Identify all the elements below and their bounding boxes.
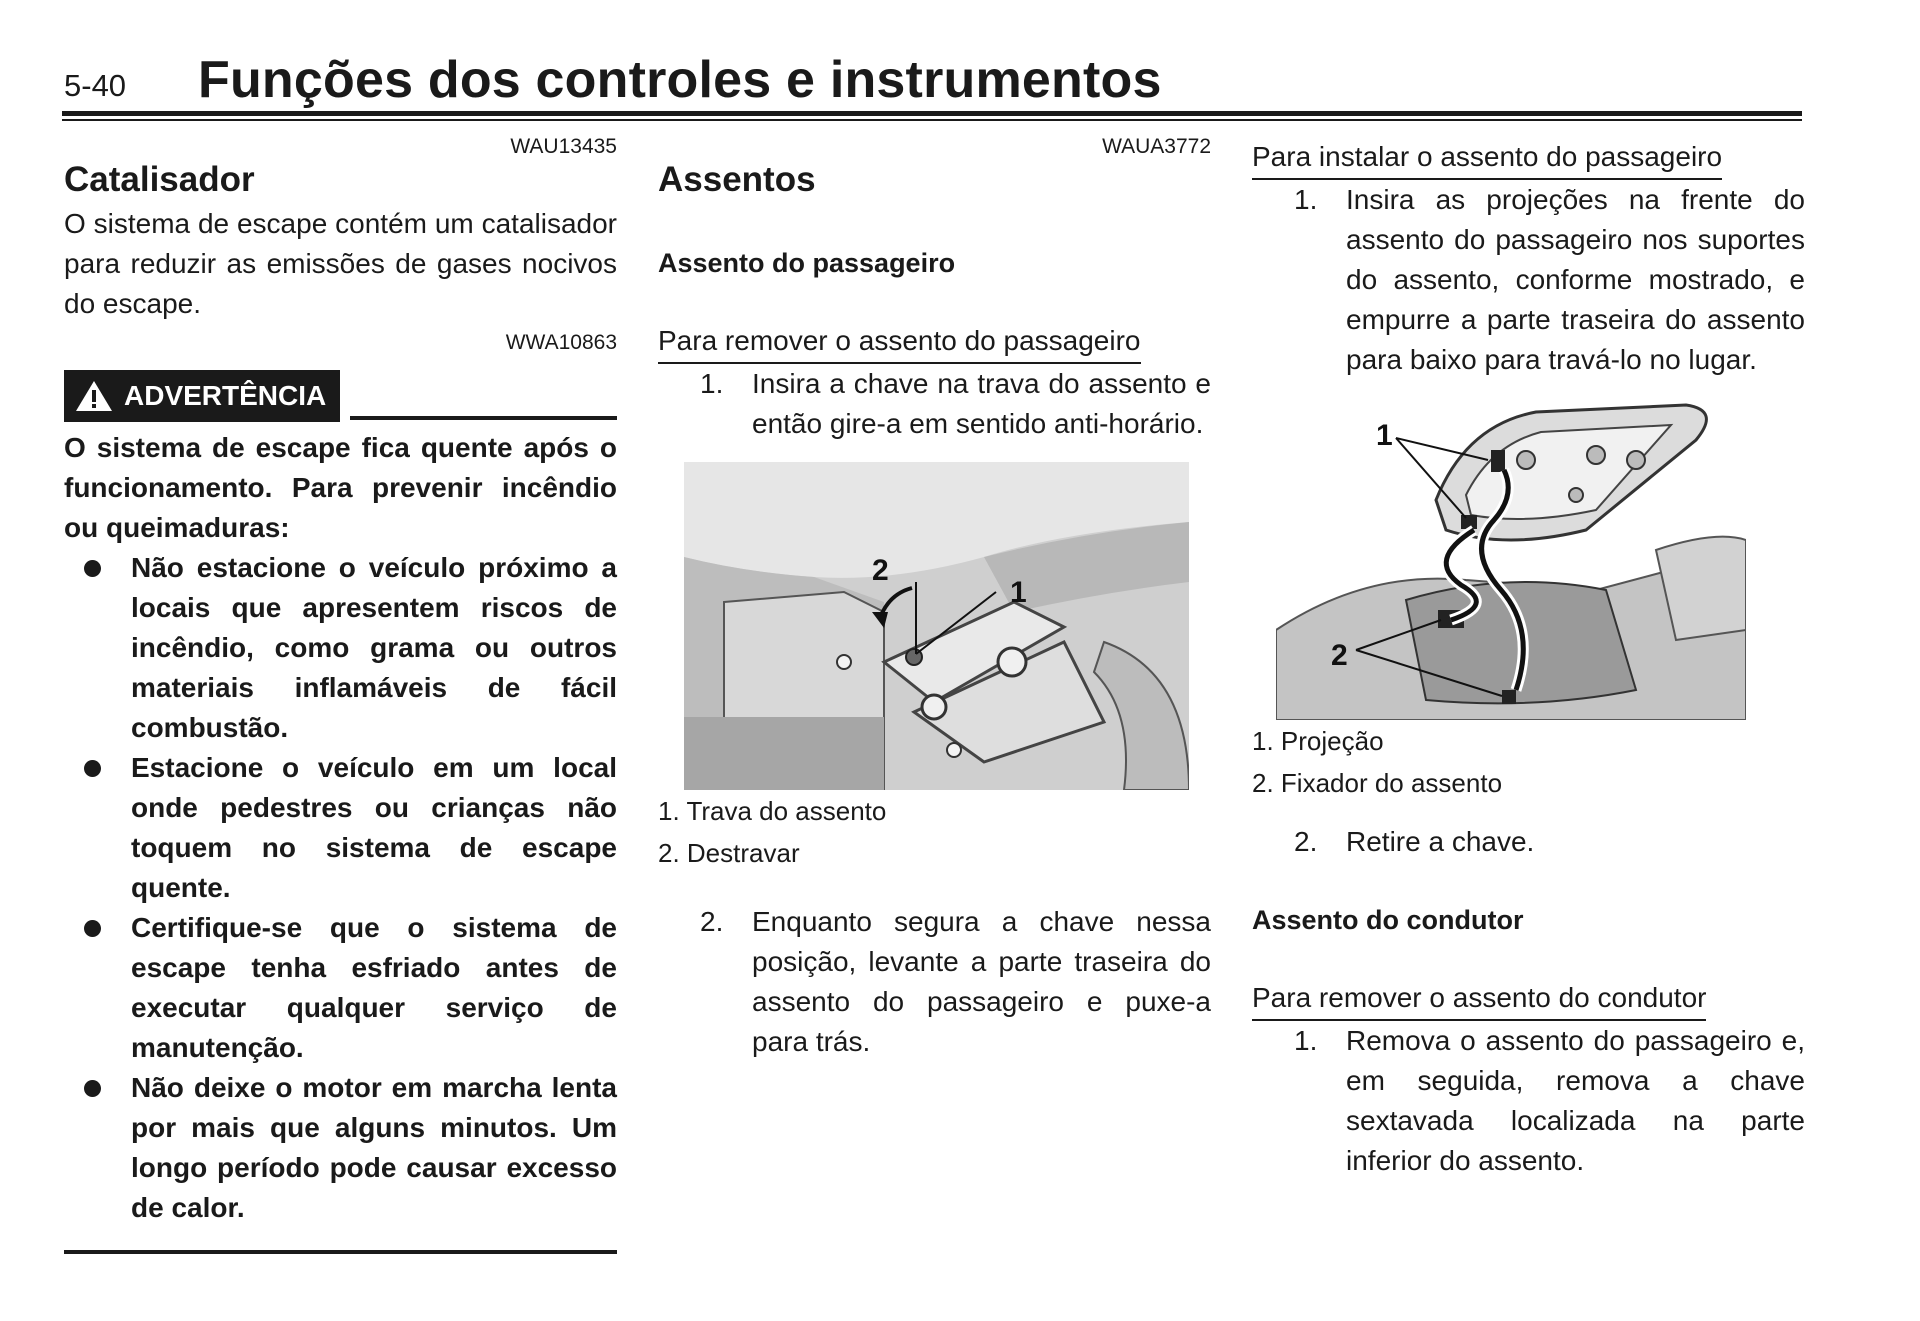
- paragraph: O sistema de escape contém um catalisador para reduzir as emissões de gases nocivos do escape.: [64, 208, 617, 319]
- warning-label: ADVERTÊNCIA: [124, 380, 327, 411]
- figure-label: 1: [1376, 419, 1393, 452]
- step-text: Remova o assento do passageiro e, em seguida, remova a chave sextavada localizada na parte inferior do assento.: [1346, 1025, 1805, 1176]
- page-header: [62, 40, 1802, 120]
- list-item: [64, 1068, 617, 1228]
- procedure-heading: Para remover o assento do condutor: [1252, 978, 1706, 1021]
- list-item-text: Não estacione o veículo próximo a locais que apresentem riscos de incêndio, como grama ou outros materiais inflamáveis de fácil combustão.: [131, 552, 617, 743]
- bullet-icon: [84, 1080, 101, 1097]
- figure-caption: 2. Destravar: [658, 838, 800, 868]
- column-assentos: [658, 134, 1211, 1062]
- reference-code: WWA10863: [505, 331, 617, 354]
- figure-caption: 1. Projeção: [1252, 726, 1384, 756]
- step-number: 1.: [1294, 184, 1318, 215]
- bullet-icon: [84, 760, 101, 777]
- step-number: 2.: [1294, 826, 1318, 857]
- list-item: [64, 548, 617, 748]
- warning-end-rule: [64, 1250, 617, 1254]
- seat-install-figure: [1276, 400, 1746, 720]
- bullet-icon: [84, 560, 101, 577]
- step-text: Insira as projeções na frente do assento do passageiro nos suportes do assento, conforme mostrado, e empurre a parte traseira do assento para baixo para travá-lo no lugar.: [1346, 184, 1805, 375]
- page-title: Funções dos controles e instrumentos: [198, 51, 1162, 109]
- step-number: 1.: [700, 368, 724, 399]
- step-text: Retire a chave.: [1346, 826, 1535, 857]
- step-number: 2.: [700, 906, 724, 937]
- list-item-text: Certifique-se que o sistema de escape tenha esfriado antes de executar qualquer serviço de manutenção.: [131, 912, 617, 1063]
- figure-caption: 2. Fixador do assento: [1252, 768, 1503, 798]
- reference-code: WAUA3772: [1102, 135, 1211, 158]
- section-heading: Assentos: [658, 160, 816, 199]
- list-item: [64, 748, 617, 908]
- subsection-heading: Assento do condutor: [1252, 905, 1524, 935]
- step-number: 1.: [1294, 1025, 1318, 1056]
- section-heading: Catalisador: [64, 160, 255, 199]
- step-item: [1252, 1021, 1805, 1181]
- warning-rule: [350, 416, 617, 420]
- warning-text: O sistema de escape fica quente após o funcionamento. Para prevenir incêndio ou queimaduras:: [64, 432, 617, 543]
- step-text: Insira a chave na trava do assento e então gire-a em sentido anti-horário.: [752, 368, 1211, 439]
- list-item-text: Estacione o veículo em um local onde pedestres ou crianças não toquem no sistema de escape quente.: [131, 752, 617, 903]
- procedure-heading: Para remover o assento do passageiro: [658, 321, 1141, 364]
- warning-badge: [64, 370, 340, 422]
- column-catalisador: [64, 134, 617, 1254]
- figure-label: 2: [1331, 639, 1348, 672]
- subsection-heading: Assento do passageiro: [658, 248, 956, 278]
- warning-list: [64, 548, 617, 1228]
- step-item: [658, 364, 1211, 444]
- figure-label: 2: [872, 554, 889, 587]
- step-item: [1252, 822, 1805, 862]
- step-text: Enquanto segura a chave nessa posição, levante a parte traseira do assento do passageiro e puxe-a para trás.: [752, 906, 1211, 1057]
- figure-caption: 1. Trava do assento: [658, 796, 887, 826]
- seat-lock-figure: [684, 462, 1189, 790]
- figure-label: 1: [1010, 576, 1027, 609]
- step-item: [1252, 180, 1805, 380]
- reference-code: WAU13435: [510, 135, 617, 158]
- step-item: [658, 902, 1211, 1062]
- list-item-text: Não deixe o motor em marcha lenta por mais que alguns minutos. Um longo período pode causar excesso de calor.: [131, 1072, 617, 1223]
- list-item: [64, 908, 617, 1068]
- column-instalar: [1252, 137, 1805, 1181]
- procedure-heading: Para instalar o assento do passageiro: [1252, 137, 1722, 180]
- header-rule: [62, 111, 1802, 116]
- header-rule-thin: [62, 119, 1802, 121]
- bullet-icon: [84, 920, 101, 937]
- warning-header: [64, 370, 617, 422]
- warning-triangle-icon: [74, 379, 114, 413]
- page-number: 5-40: [64, 68, 127, 103]
